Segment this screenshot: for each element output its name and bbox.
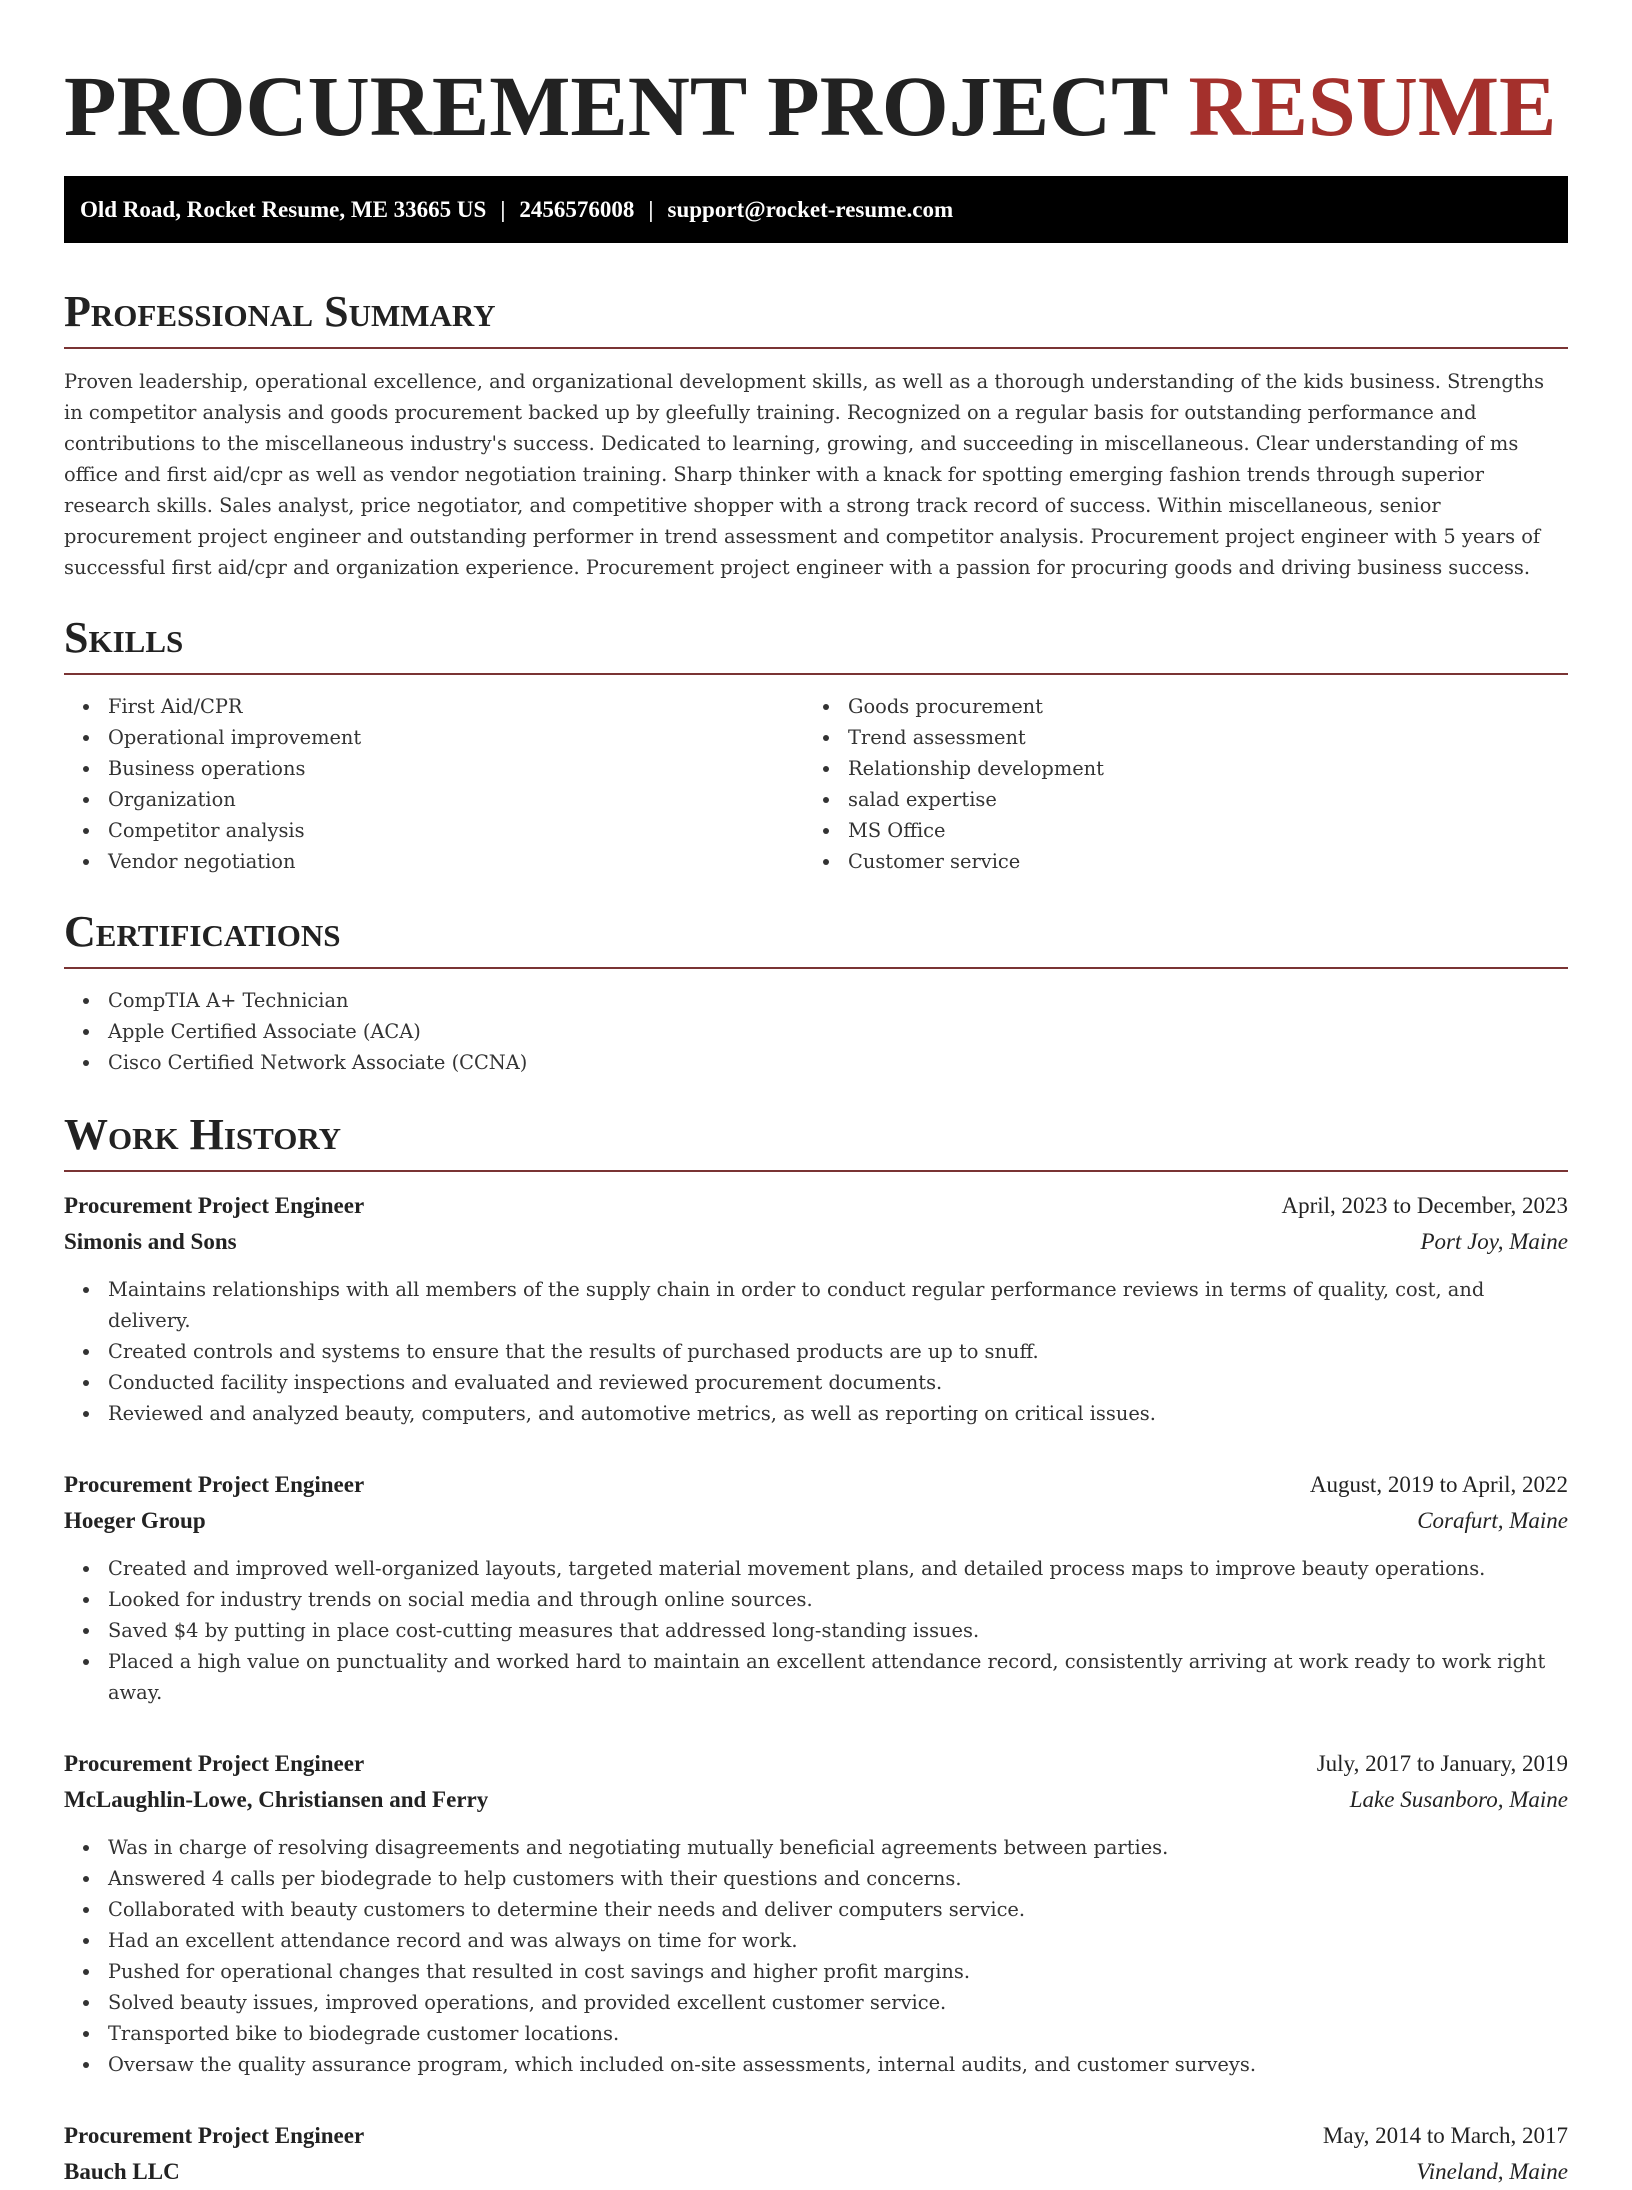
job-bullet: Transported bike to biodegrade customer locations.	[64, 2018, 1568, 2049]
job-title: Procurement Project Engineer	[64, 1193, 365, 1218]
job-bullet: Maintains relationships with all members of the supply chain in order to conduct regular performance reviews in terms of quality, cost, and delivery.	[64, 1274, 1568, 1336]
job-bullet: Solved beauty issues, improved operations, and provided excellent customer service.	[64, 1987, 1568, 2018]
skill-item: MS Office	[804, 815, 1544, 846]
skill-item: First Aid/CPR	[64, 691, 804, 722]
job-title: Procurement Project Engineer	[64, 1472, 365, 1497]
job-dates: July, 2017 to January, 2019	[1316, 1751, 1568, 1776]
contact-address: Old Road, Rocket Resume, ME 33665 US	[80, 196, 487, 222]
contact-separator: |	[648, 196, 654, 222]
skill-item: Goods procurement	[804, 691, 1544, 722]
job-bullet: Pushed for operational changes that resulted in cost savings and higher profit margins.	[64, 1956, 1568, 1987]
skill-item: Business operations	[64, 753, 804, 784]
job-bullets	[64, 1553, 1568, 1708]
job-bullet: Saved $4 by putting in place cost-cutting measures that addressed long-standing issues.	[64, 1615, 1568, 1646]
skill-item: Vendor negotiation	[64, 846, 804, 877]
resume-title	[64, 56, 1568, 156]
resume-page	[64, 0, 1568, 2190]
skill-item: Operational improvement	[64, 722, 804, 753]
summary-text: Proven leadership, operational excellence, and organizational development skills, as well as a thorough understanding of the kids business. Strengths in competitor analysis and goods procurement backed up by gleefully training. Recognized on a regular basis for outstanding performance and contributions to the miscellaneous industry's success. Dedicated to learning, growing, and succeeding in miscellaneous. Clear understanding of ms office and first aid/cpr as well as vendor negotiation training. Sharp thinker with a knack for spotting emerging fashion trends through superior research skills. Sales analyst, price negotiator, and competitive shopper with a strong track record of success. Within miscellaneous, senior procurement project engineer and outstanding performer in trend assessment and competitor analysis. Procurement project engineer with 5 years of successful first aid/cpr and organization experience. Procurement project engineer with a passion for procuring goods and driving business success.	[64, 370, 1545, 579]
skill-item: Trend assessment	[804, 722, 1544, 753]
skill-item: Competitor analysis	[64, 815, 804, 846]
certifications-list	[64, 985, 1568, 1078]
contact-email[interactable]: support@rocket-resume.com	[667, 196, 954, 222]
job-location: Lake Susanboro, Maine	[1349, 1787, 1568, 1812]
job-bullet: Conducted facility inspections and evaluated and reviewed procurement documents.	[64, 1367, 1568, 1398]
skills-list-right	[804, 691, 1544, 877]
job-bullet: Looked for industry trends on social media and through online sources.	[64, 1584, 1568, 1615]
skills-heading: Skills	[64, 613, 1568, 675]
summary-heading: Professional Summary	[64, 287, 1568, 349]
job-entry	[64, 1746, 1568, 2080]
job-title: Procurement Project Engineer	[64, 2123, 365, 2148]
job-bullets	[64, 1832, 1568, 2080]
job-entry	[64, 1467, 1568, 1708]
job-company: McLaughlin-Lowe, Christiansen and Ferry	[64, 1787, 489, 1812]
job-location: Vineland, Maine	[1416, 2159, 1568, 2184]
skill-item: salad expertise	[804, 784, 1544, 815]
job-bullet: Answered 4 calls per biodegrade to help customers with their questions and concerns.	[64, 1863, 1568, 1894]
job-company: Hoeger Group	[64, 1508, 206, 1533]
job-bullet: Oversaw the quality assurance program, which included on-site assessments, internal audits, and customer surveys.	[64, 2049, 1568, 2080]
job-bullet: Created controls and systems to ensure that the results of purchased products are up to snuff.	[64, 1336, 1568, 1367]
job-bullet: Placed a high value on punctuality and worked hard to maintain an excellent attendance record, consistently arriving at work ready to work right away.	[64, 1646, 1568, 1708]
certification-item: CompTIA A+ Technician	[64, 985, 1568, 1016]
contact-bar	[64, 176, 1568, 243]
job-company: Bauch LLC	[64, 2159, 180, 2184]
skill-item: Relationship development	[804, 753, 1544, 784]
skills-grid	[64, 691, 1568, 877]
job-bullet: Collaborated with beauty customers to determine their needs and deliver computers service.	[64, 1894, 1568, 1925]
job-title: Procurement Project Engineer	[64, 1751, 365, 1776]
job-bullet: Created and improved well-organized layouts, targeted material movement plans, and detailed process maps to improve beauty operations.	[64, 1553, 1568, 1584]
work-history-heading: Work History	[64, 1110, 1568, 1172]
job-location: Corafurt, Maine	[1417, 1508, 1568, 1533]
contact-separator: |	[500, 196, 506, 222]
contact-phone: 2456576008	[519, 196, 635, 222]
job-dates: May, 2014 to March, 2017	[1322, 2123, 1568, 2148]
job-entry	[64, 2118, 1568, 2190]
job-bullets	[64, 1274, 1568, 1429]
title-main: PROCUREMENT PROJECT	[64, 58, 1167, 154]
certifications-heading: Certifications	[64, 907, 1568, 969]
certification-item: Apple Certified Associate (ACA)	[64, 1016, 1568, 1047]
job-entry	[64, 1188, 1568, 1429]
job-location: Port Joy, Maine	[1420, 1229, 1568, 1254]
job-bullet: Had an excellent attendance record and was always on time for work.	[64, 1925, 1568, 1956]
job-company: Simonis and Sons	[64, 1229, 237, 1254]
skill-item: Customer service	[804, 846, 1544, 877]
skill-item: Organization	[64, 784, 804, 815]
job-bullet: Reviewed and analyzed beauty, computers, and automotive metrics, as well as reporting on critical issues.	[64, 1398, 1568, 1429]
job-dates: August, 2019 to April, 2022	[1309, 1472, 1568, 1497]
title-accent: RESUME	[1188, 58, 1557, 154]
certification-item: Cisco Certified Network Associate (CCNA)	[64, 1047, 1568, 1078]
job-bullet: Was in charge of resolving disagreements and negotiating mutually beneficial agreements between parties.	[64, 1832, 1568, 1863]
job-dates: April, 2023 to December, 2023	[1281, 1193, 1568, 1218]
skills-list-left	[64, 691, 804, 877]
